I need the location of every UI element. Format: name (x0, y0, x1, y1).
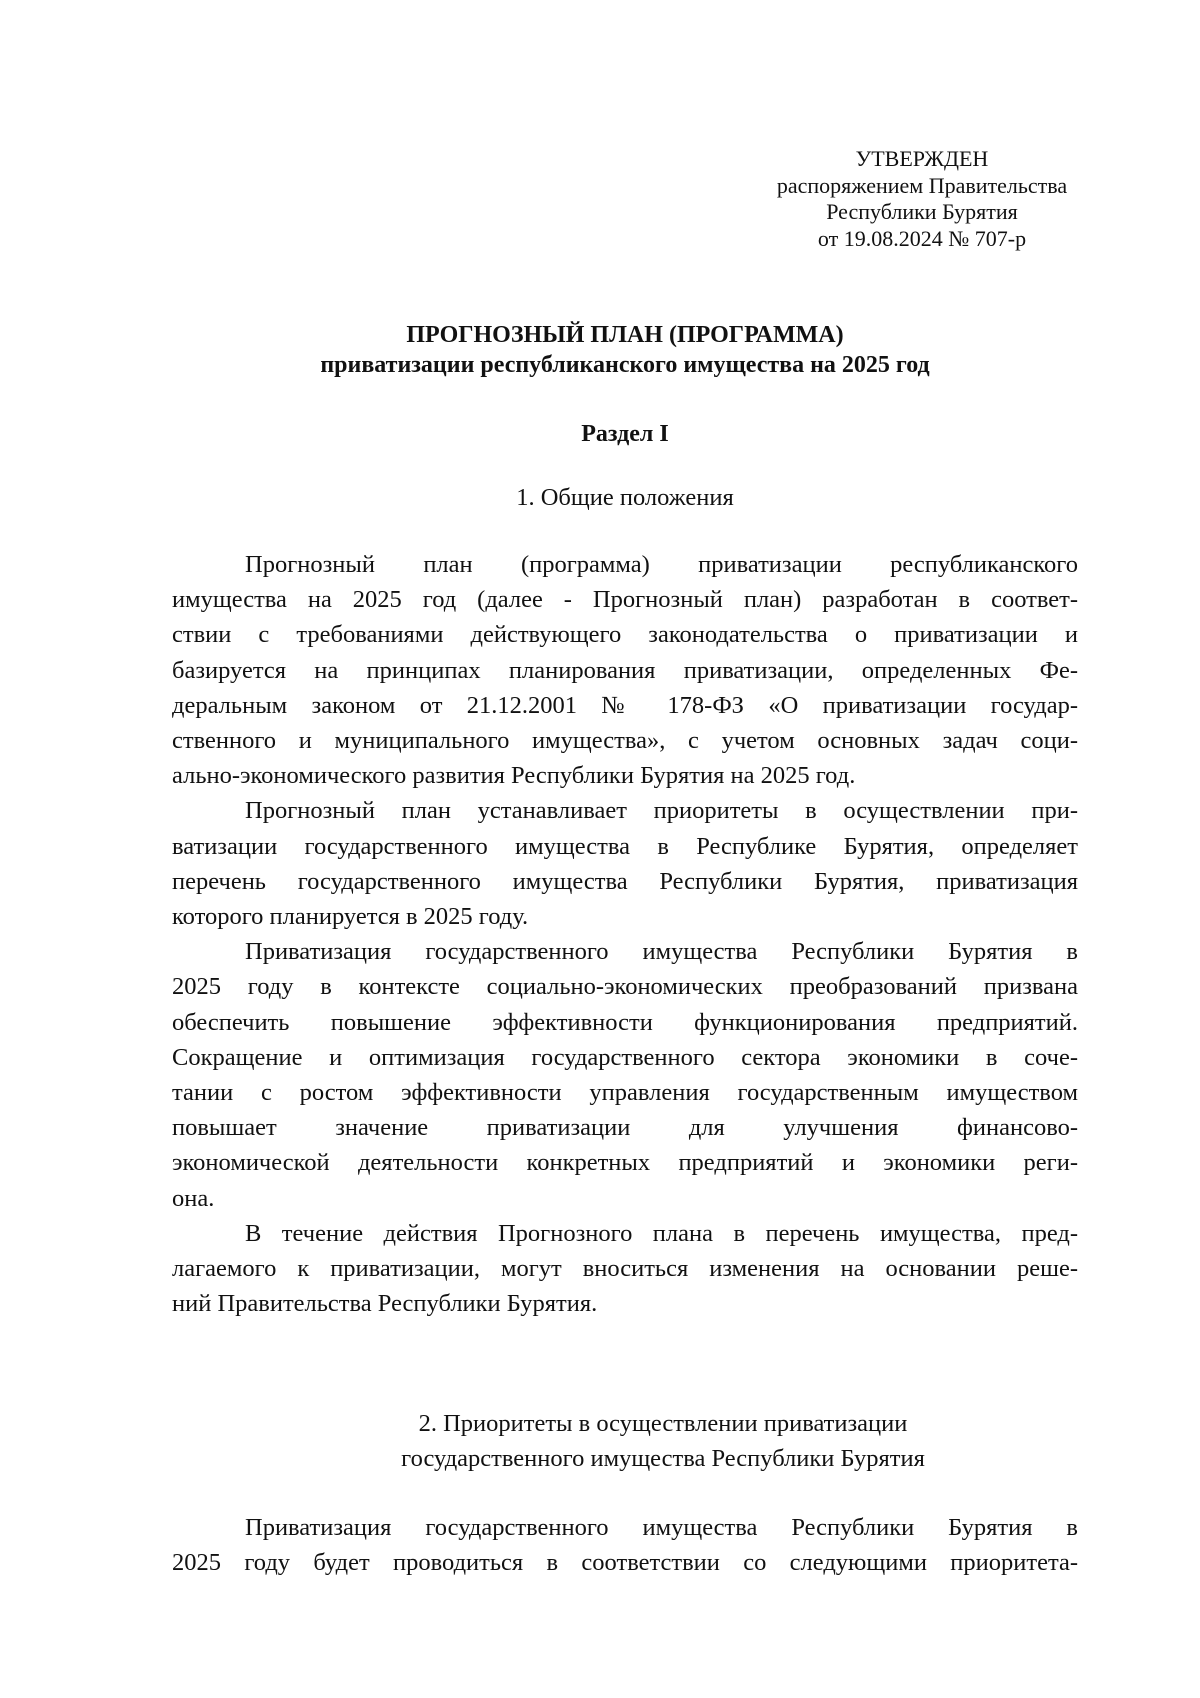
paragraph-line: ствии с требованиями действующего законодательства о приватизации и (172, 621, 1078, 649)
section-2-heading-line-1: 2. Приоритеты в осуществлении приватизации (418, 1410, 908, 1437)
paragraph (172, 793, 1078, 934)
section-2-heading-line-2: государственного имущества Республики Бурятия (401, 1444, 925, 1472)
paragraph-line: В течение действия Прогнозного плана в перечень имущества, пред- (245, 1219, 1078, 1247)
section-1-heading-text: 1. Общие положения (516, 484, 734, 511)
paragraph-line: Прогнозный план устанавливает приоритеты в осуществлении при- (245, 797, 1078, 825)
approval-stamp-block (766, 146, 1078, 252)
paragraph (172, 1510, 1078, 1580)
paragraph-line: 2025 году в контексте социально-экономических преобразований призвана (172, 973, 1078, 1001)
paragraph-line: Сокращение и оптимизация государственного сектора экономики в соче- (172, 1043, 1078, 1071)
paragraph-line: ний Правительства Республики Бурятия. (172, 1290, 598, 1318)
paragraph-line: она. (172, 1184, 215, 1212)
paragraph-line: тании с ростом эффективности управления государственным имуществом (172, 1079, 1078, 1107)
paragraph (172, 934, 1078, 1216)
paragraph-line: Приватизация государственного имущества Республики Бурятия в (245, 1514, 1078, 1541)
paragraph-line: ватизации государственного имущества в Республике Бурятия, определяет (172, 832, 1078, 860)
section-1-heading (172, 481, 1078, 516)
approval-region: Республики Бурятия (826, 199, 1018, 224)
paragraph-line: экономической деятельности конкретных предприятий и экономики реги- (172, 1149, 1078, 1177)
section-2-body (172, 1510, 1078, 1580)
paragraph-line: Приватизация государственного имущества Республики Бурятия в (245, 938, 1078, 966)
approval-date-number: от 19.08.2024 № 707-р (817, 225, 1027, 251)
paragraph (172, 1216, 1078, 1322)
document-title-line-1: ПРОГНОЗНЫЙ ПЛАН (ПРОГРАММА) (406, 322, 844, 348)
paragraph-line: ственного и муниципального имущества», с учетом основных задач соци- (172, 727, 1078, 755)
paragraph-line: повышает значение приватизации для улучшения финансово- (172, 1114, 1078, 1142)
section-label: Раздел I (581, 421, 669, 447)
document-title-line-2: приватизации республиканского имущества на 2025 год (320, 352, 930, 378)
document-title (172, 320, 1078, 380)
section-1-body (172, 547, 1078, 1321)
paragraph-line: ально-экономического развития Республики Бурятия на 2025 год. (172, 762, 856, 790)
approval-authority: распоряжением Правительства (776, 172, 1068, 198)
paragraph-line: деральным законом от 21.12.2001 № 178-ФЗ «О приватизации государ- (172, 691, 1078, 719)
paragraph-line: базируется на принципах планирования приватизации, определенных Фе- (172, 656, 1078, 684)
paragraph-line: обеспечить повышение эффективности функционирования предприятий. (172, 1008, 1078, 1036)
paragraph-line: Прогнозный план (программа) приватизации республиканского (245, 551, 1078, 578)
paragraph-line: 2025 году будет проводиться в соответствии со следующими приоритета- (172, 1549, 1078, 1577)
approval-heading: УТВЕРЖДЕН (855, 146, 989, 171)
paragraph-line: лагаемого к приватизации, могут вноситься изменения на основании реше- (172, 1255, 1078, 1283)
paragraph (172, 547, 1078, 793)
paragraph-line: которого планируется в 2025 году. (172, 903, 529, 931)
paragraph-line: перечень государственного имущества Республики Бурятия, приватизация (172, 867, 1078, 895)
paragraph-line: имущества на 2025 год (далее - Прогнозный план) разработан в соответ- (172, 586, 1078, 614)
section-2-heading (210, 1407, 1116, 1476)
